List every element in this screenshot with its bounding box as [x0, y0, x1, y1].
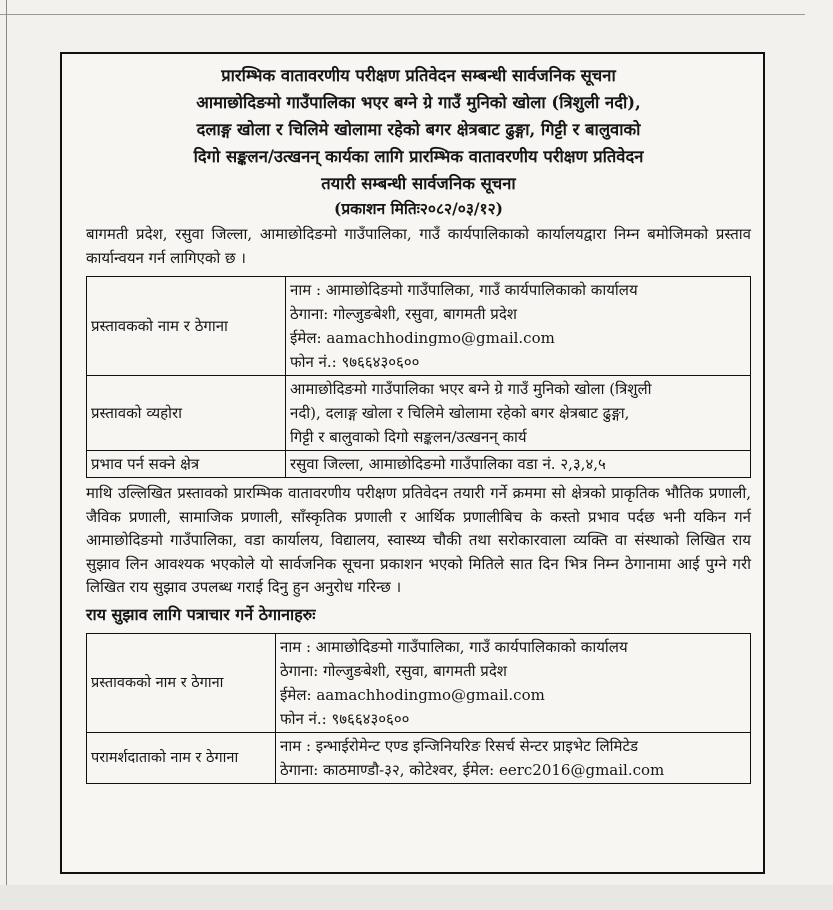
proponent-address: ठेगाना: गोल्जुङबेशी, रसुवा, बागमती प्रदेश	[290, 305, 517, 323]
consultant-name: नाम : इन्भाईरोमेन्ट एण्ड इन्जिनियरिङ रिसर्च सेन्टर प्राइभेट लिमिटेड	[280, 736, 639, 755]
page-bottom-strip	[0, 885, 833, 910]
contact-proponent-phone: फोन नं.: ९७६६४३०६००	[280, 709, 410, 728]
contact-proponent-label: प्रस्तावकको नाम र ठेगाना	[87, 633, 276, 732]
proposal-details	[286, 376, 751, 451]
intro-paragraph: बागमती प्रदेश, रसुवा जिल्ला, आमाछोदिङमो गाउँपालिका, गाउँ कार्यपालिकाको कार्यालयद्वारा निम्न बमोजिमको प्रस्ताव कार्यान्वयन गर्न लागिएको छ ।	[86, 225, 751, 267]
consultant-label: परामर्शदाताको नाम र ठेगाना	[87, 732, 276, 783]
table-row	[87, 376, 751, 451]
page-left-rule	[6, 0, 7, 885]
page-top-rule	[0, 0, 805, 15]
notice-title-line-2: आमाछोदिङमो गाउँपालिका भएर बग्ने ग्रे गाउँ मुनिको खोला (त्रिशुली नदी),	[196, 93, 641, 112]
proposal-line-2: नदी), दलाङ्ग खोला र चिलिमे खोलामा रहेको बगर क्षेत्रबाट ढुङ्गा,	[290, 404, 630, 422]
publication-date: (प्रकाशन मितिः२०८२/०३/१२)	[333, 199, 503, 218]
proponent-phone: फोन नं.: ९७६६४३०६००	[290, 353, 420, 371]
table-row	[87, 732, 751, 783]
proposal-line-1: आमाछोदिङमो गाउँपालिका भएर बग्ने ग्रे गाउँ मुनिको खोला (त्रिशुली	[290, 380, 652, 398]
table-row	[87, 633, 751, 732]
contact-proponent-details	[276, 633, 751, 732]
proponent-details	[286, 277, 751, 376]
contact-table	[86, 633, 751, 784]
table-row	[87, 451, 751, 478]
contact-proponent-email: ईमेल: aamachhodingmo@gmail.com	[280, 685, 545, 704]
consultant-details	[276, 732, 751, 783]
contact-proponent-name: नाम : आमाछोदिङमो गाउँपालिका, गाउँ कार्यपालिकाको कार्यालय	[280, 637, 628, 656]
contact-proponent-address: ठेगाना: गोल्जुङबेशी, रसुवा, बागमती प्रदेश	[280, 661, 507, 680]
proposal-line-3: गिट्टी र बालुवाको दिगो सङ्कलन/उत्खनन् कार्य	[290, 428, 527, 446]
proposal-info-table	[86, 276, 751, 478]
body-paragraph: माथि उल्लिखित प्रस्तावको प्रारम्भिक वातावरणीय परीक्षण प्रतिवेदन तयारी गर्ने क्रममा सो क्षेत्रको प्राकृतिक भौतिक प्रणाली, जैविक प्रणाली, सामाजिक प्रणाली, साँस्कृतिक प्रणाली र आर्थिक प्रणालीबिच के कस्तो प्रभाव पर्दछ भनी यकिन गर्न आमाछोदिङमो गाउँपालिका, वडा कार्यालय, विद्यालय, स्वास्थ्य चौकी तथा सरोकारवाला व्यक्ति वा संस्थाको लिखित राय सुझाव लिन आवश्यक भएकोले यो सार्वजनिक सूचना प्रकाशन भएको मितिले सात दिन भित्र निम्न ठेगानामा आई पुग्ने गरी लिखित राय सुझाव उपलब्ध गराई दिनु हुन अनुरोध गरिन्छ ।	[86, 484, 751, 596]
notice-title-line-5: तयारी सम्बन्धी सार्वजनिक सूचना	[321, 174, 516, 193]
impact-area-value: रसुवा जिल्ला, आमाछोदिङमो गाउँपालिका वडा नं. २,३,४,५	[286, 451, 751, 478]
notice-title-line-3: दलाङ्ग खोला र चिलिमे खोलामा रहेको बगर क्षेत्रबाट ढुङ्गा, गिट्टी र बालुवाको	[196, 120, 641, 139]
table-row	[87, 277, 751, 376]
notice-title-line-4: दिगो सङ्कलन/उत्खनन् कार्यका लागि प्रारम्भिक वातावरणीय परीक्षण प्रतिवेदन	[193, 147, 644, 166]
proponent-label: प्रस्तावकको नाम र ठेगाना	[87, 277, 286, 376]
proponent-email: ईमेल: aamachhodingmo@gmail.com	[290, 329, 555, 347]
proposal-label: प्रस्तावको व्यहोरा	[87, 376, 286, 451]
proponent-name: नाम : आमाछोदिङमो गाउँपालिका, गाउँ कार्यपालिकाको कार्यालय	[290, 281, 638, 299]
impact-area-label: प्रभाव पर्न सक्ने क्षेत्र	[87, 451, 286, 478]
notice-title-line-1: प्रारम्भिक वातावरणीय परीक्षण प्रतिवेदन सम्बन्धी सार्वजनिक सूचना	[221, 66, 616, 85]
consultant-address: ठेगाना: काठमाण्डौ-३२, कोटेश्वर, ईमेल: eerc2016@gmail.com	[280, 760, 665, 779]
public-notice	[60, 52, 765, 874]
contact-heading: राय सुझाव लागि पत्राचार गर्ने ठेगानाहरुः	[86, 604, 316, 624]
